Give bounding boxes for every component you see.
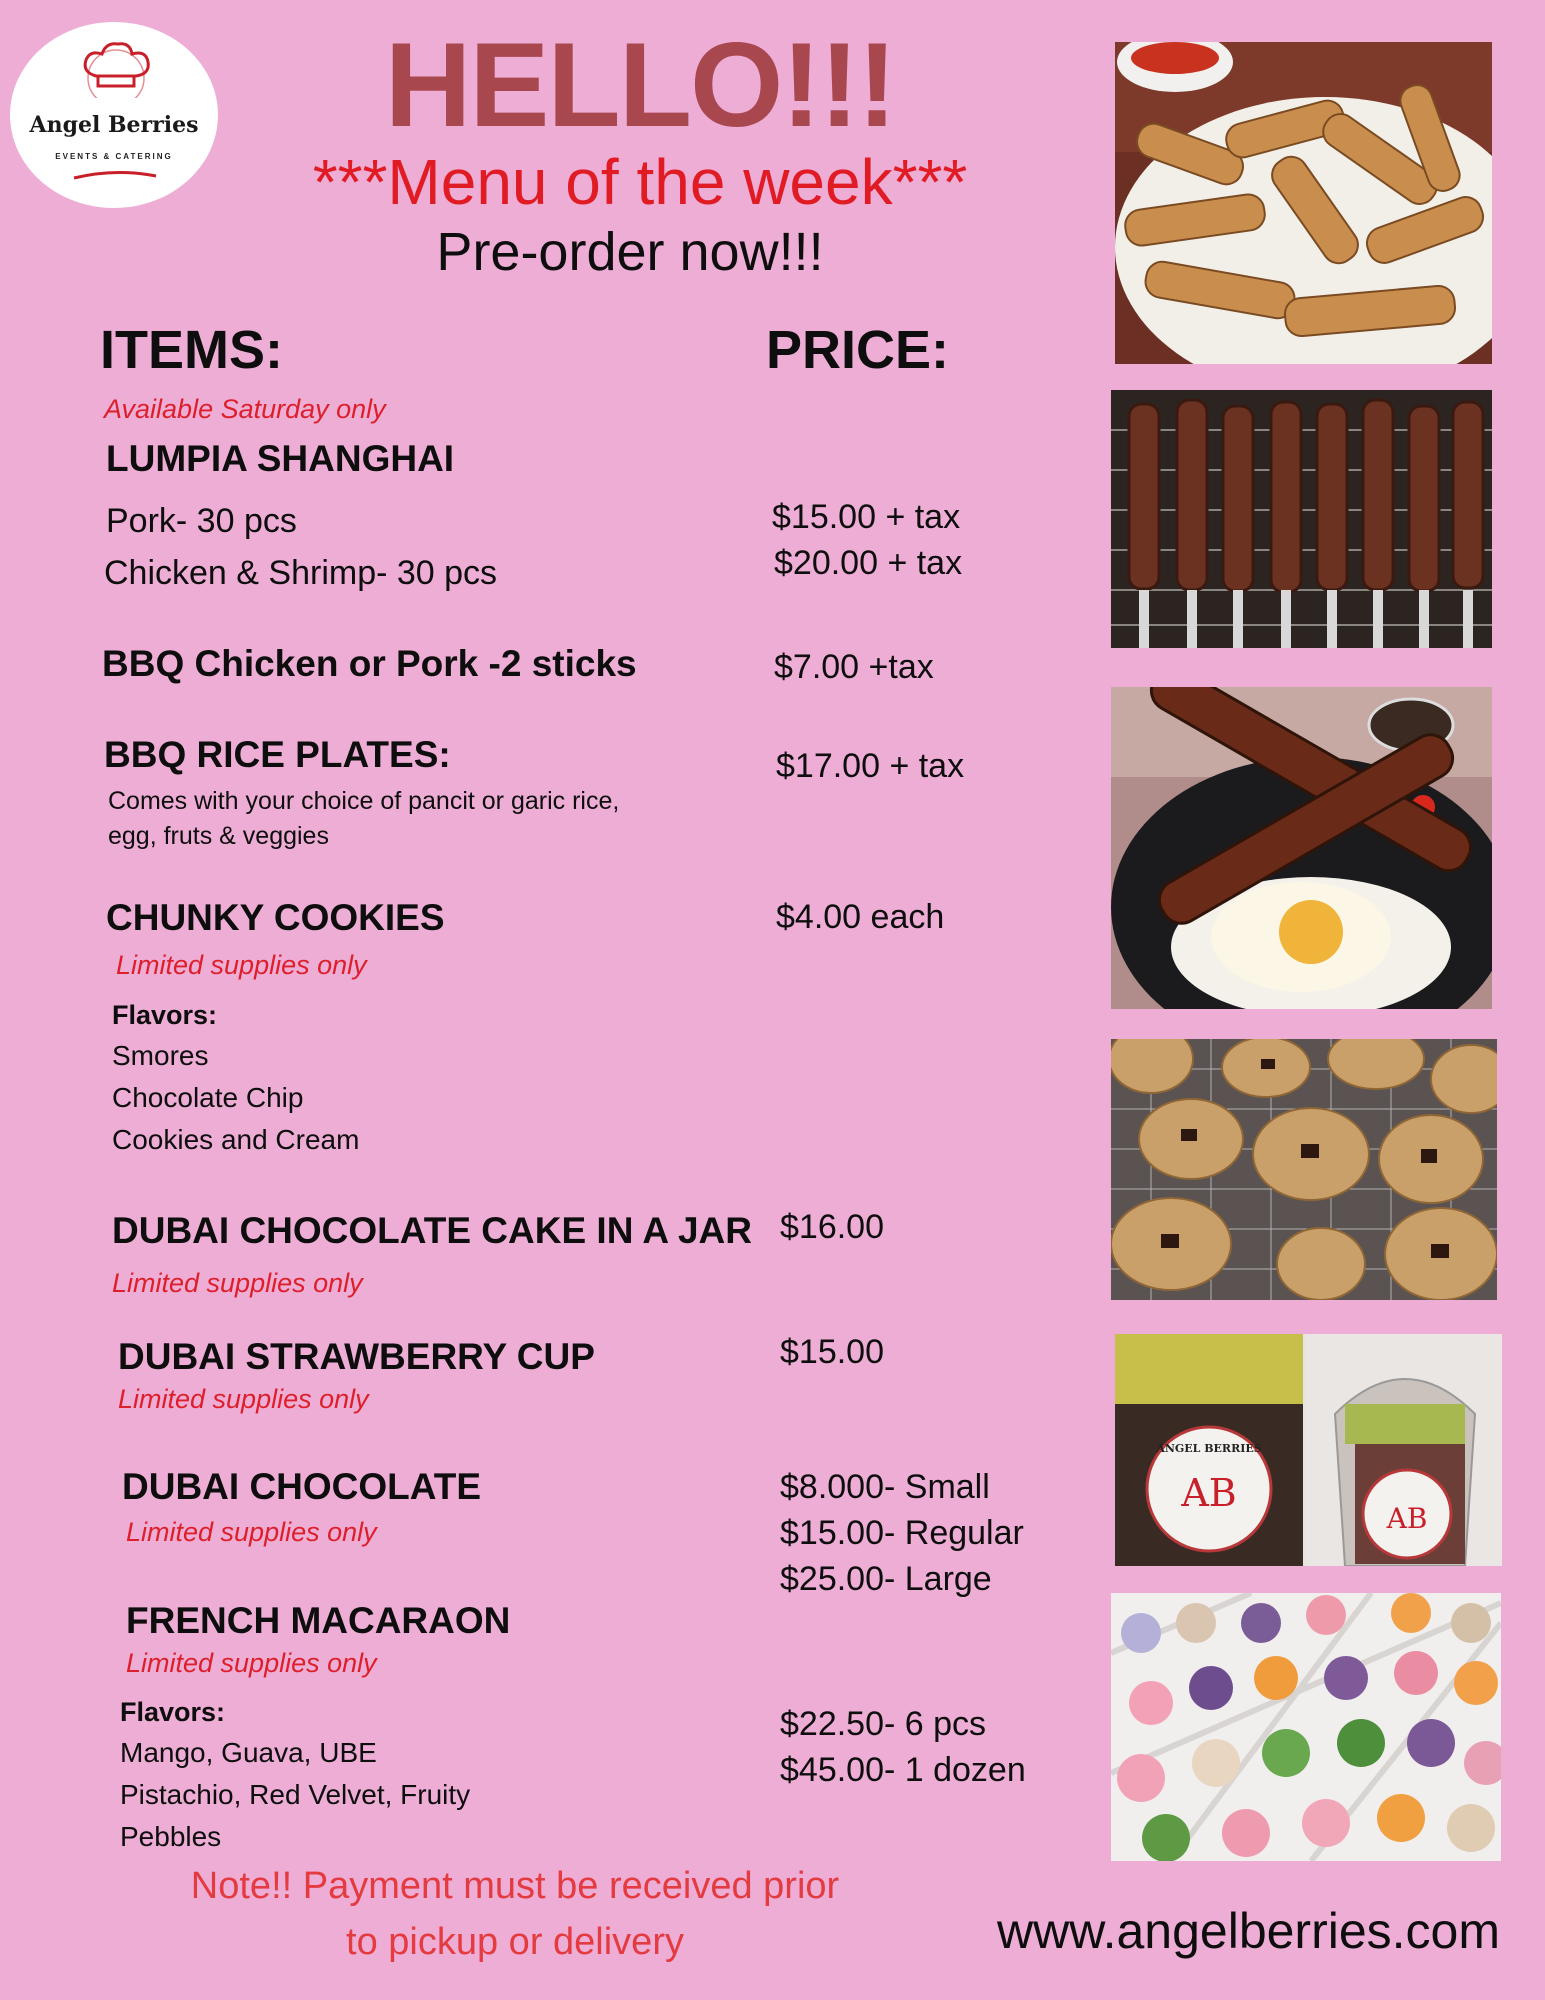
bbq-skewers-photo: [1111, 390, 1492, 648]
cookies-flavors-label: Flavors:: [112, 1000, 218, 1030]
preorder-cta: Pre-order now!!!: [436, 222, 824, 282]
dubai-chocolate-limited-note: Limited supplies only: [126, 1517, 377, 1547]
cup-label-monogram: AB: [1386, 1502, 1428, 1535]
rice-plates-desc-1: Comes with your choice of pancit or garic rice,: [108, 787, 620, 815]
chef-hat-icon: [76, 38, 156, 98]
dubai-cake-title: DUBAI CHOCOLATE CAKE IN A JAR: [112, 1210, 752, 1251]
availability-note: Available Saturday only: [104, 394, 386, 424]
macaron-flavor: Mango, Guava, UBE: [120, 1737, 377, 1768]
rice-plates-price: $17.00 + tax: [776, 747, 965, 785]
lumpia-price-pork: $15.00 + tax: [772, 498, 961, 536]
logo-swoosh: [70, 168, 160, 182]
bbq-title: BBQ Chicken or Pork -2 sticks: [102, 643, 637, 684]
logo-tagline: EVENTS & CATERING: [55, 152, 173, 161]
cookies-title: CHUNKY COOKIES: [106, 897, 445, 938]
payment-note-line-1: Note!! Payment must be received prior: [190, 1865, 840, 1907]
macaron-limited-note: Limited supplies only: [126, 1648, 377, 1678]
cookies-flavor: Smores: [112, 1040, 209, 1071]
dubai-chocolate-price-large: $25.00- Large: [780, 1560, 992, 1598]
rice-plate-photo: [1111, 687, 1492, 1009]
menu-subtitle: ***Menu of the week***: [312, 146, 968, 218]
cookies-limited-note: Limited supplies only: [116, 950, 367, 980]
dubai-jar-cup-photo: [1115, 1334, 1502, 1566]
jar-label-monogram: AB: [1181, 1471, 1237, 1515]
lumpia-title: LUMPIA SHANGHAI: [106, 438, 455, 479]
payment-note-line-2: to pickup or delivery: [346, 1921, 684, 1963]
dubai-chocolate-price-small: $8.000- Small: [780, 1468, 990, 1506]
jar-label-brand: ANGEL BERRIES: [1156, 1442, 1262, 1455]
items-column-header: ITEMS:: [100, 320, 283, 380]
cookies-photo: [1111, 1039, 1497, 1300]
brand-logo: [10, 22, 218, 208]
macaron-flavor: Pistachio, Red Velvet, Fruity: [120, 1779, 471, 1810]
rice-plates-desc-2: egg, fruts & veggies: [108, 822, 329, 850]
macarons-photo: [1111, 1593, 1501, 1861]
dubai-strawberry-limited-note: Limited supplies only: [118, 1384, 369, 1414]
macaron-title: FRENCH MACARAON: [126, 1600, 511, 1641]
cookies-flavor: Chocolate Chip: [112, 1082, 304, 1113]
cookies-flavor: Cookies and Cream: [112, 1124, 360, 1155]
macaron-flavor: Pebbles: [120, 1821, 222, 1852]
website-link[interactable]: www.angelberries.com: [997, 1903, 1500, 1959]
lumpia-option-chicken-shrimp: Chicken & Shrimp- 30 pcs: [104, 554, 498, 592]
dubai-cake-limited-note: Limited supplies only: [112, 1268, 363, 1298]
dubai-cake-price: $16.00: [780, 1208, 884, 1246]
dubai-chocolate-price-regular: $15.00- Regular: [780, 1514, 1024, 1552]
dubai-strawberry-price: $15.00: [780, 1333, 884, 1371]
price-column-header: PRICE:: [766, 320, 950, 380]
payment-note: [150, 1858, 880, 1970]
macaron-price-dozen: $45.00- 1 dozen: [780, 1751, 1026, 1789]
logo-brand-name: Angel Berries: [29, 112, 199, 138]
lumpia-photo: [1115, 42, 1492, 364]
dubai-chocolate-title: DUBAI CHOCOLATE: [122, 1466, 482, 1507]
cookies-price: $4.00 each: [776, 898, 945, 936]
greeting-title: HELLO!!!: [384, 18, 896, 152]
lumpia-price-chicken-shrimp: $20.00 + tax: [774, 544, 963, 582]
macaron-price-6pcs: $22.50- 6 pcs: [780, 1705, 987, 1743]
rice-plates-title: BBQ RICE PLATES:: [104, 734, 451, 775]
bbq-price: $7.00 +tax: [774, 648, 934, 686]
macaron-flavors-label: Flavors:: [120, 1697, 226, 1727]
dubai-strawberry-title: DUBAI STRAWBERRY CUP: [118, 1336, 595, 1377]
lumpia-option-pork: Pork- 30 pcs: [106, 502, 297, 540]
